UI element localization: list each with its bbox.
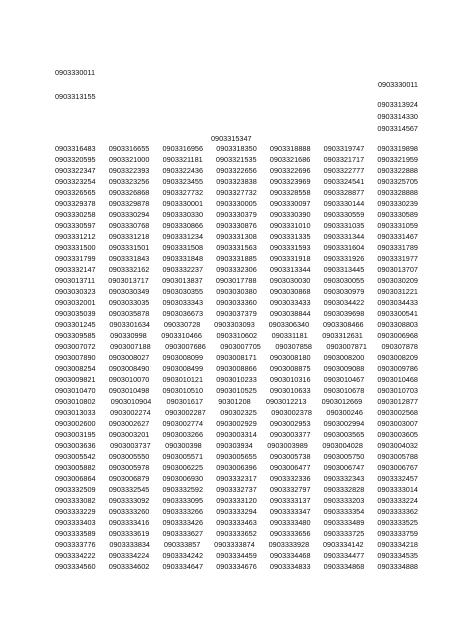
number-row: 0903003195 0903003201 0903003266 0903003314 0903003377 0903003565 0903003605 — [55, 430, 418, 439]
number-row: 0903301245 0903301634 090330728 0903303093 0903306340 0903308466 0903308803 — [55, 320, 418, 329]
number-row: 0903007890 0903008027 0903008099 0903008171 0903008180 0903008200 0903008209 — [55, 353, 418, 362]
number-row: 0903322347 0903322393 0903322436 0903322656 0903322696 0903322777 0903322888 — [55, 166, 418, 175]
number-row: 0903010802 0903010904 090301617 90301208 0903012213 0903012669 0903012877 — [55, 397, 418, 406]
number-row: 0903008254 0903008490 0903008499 0903008866 0903008875 0903009088 0903009786 — [55, 364, 418, 373]
number-row: 0903330258 0903330294 0903330330 0903330379 0903330390 0903330559 0903330589 — [55, 210, 418, 219]
number-row: 0903334222 0903334224 0903334242 0903334459 0903334468 0903334477 0903334535 — [55, 551, 418, 560]
number-entry: 0903315347 — [211, 134, 252, 143]
number-row: 0903332509 0903332545 0903332592 0903332737 0903332797 0903332828 0903333014 — [55, 485, 418, 494]
number-row: 0903332147 0903332162 0903332237 0903332306 0903313344 0903313445 0903013707 — [55, 265, 418, 274]
number-row: 0903333403 0903333416 0903333426 0903333463 0903333480 0903333489 0903333525 — [55, 518, 418, 527]
number-row: 0903030323 0903030349 0903030355 0903030380 0903030868 0903030979 0903031221 — [55, 287, 418, 296]
number-row: 0903005542 0903005550 0903005571 0903005655 0903005738 0903005750 0903005788 — [55, 452, 418, 461]
number-entry: 0903314567 — [377, 124, 418, 133]
number-row: 0903013033 0903002274 0903002287 090302325 0903002378 090300246 0903002568 — [55, 408, 418, 417]
number-row: 0903009821 0903010070 0903010121 0903010233 0903010316 0903010467 0903010468 — [55, 375, 418, 384]
number-row: 0903323254 0903323256 0903323455 0903323838 0903323969 0903324541 0903325705 — [55, 177, 418, 186]
number-row: 0903002600 0903002627 0903002774 0903002929 0903002953 0903002994 0903003007 — [55, 419, 418, 428]
number-row: 0903013711 0903013717 0903013837 0903017788 0903030030 0903030055 0903030209 — [55, 276, 418, 285]
number-row: 0903316483 0903316655 0903316956 0903318350 0903318888 0903319747 0903319898 — [55, 144, 418, 153]
number-row: 0903333589 0903333619 0903333627 0903333652 0903333656 0903333725 0903333759 — [55, 529, 418, 538]
number-row: 0903331500 0903331501 0903331508 0903331563 0903331593 0903331604 0903331789 — [55, 243, 418, 252]
number-row: 0903309585 090330998 0903310466 0903310602 090331181 0903312631 0903006968 — [55, 331, 418, 340]
number-row: 0903331212 0903331218 0903331234 0903331308 0903331335 0903331344 0903331467 — [55, 232, 418, 241]
number-row: 0903007072 0903007188 0903007686 0903007705 090307858 0903007871 090307878 — [55, 342, 418, 351]
number-row: 0903005882 0903005978 0903006225 0903006396 0903006477 0903006747 0903006767 — [55, 463, 418, 472]
number-row: 0903331799 0903331843 0903331848 0903331885 0903331918 0903331926 0903331977 — [55, 254, 418, 263]
number-row: 0903333082 0903333092 0903333095 0903333120 0903333137 0903333203 0903333224 — [55, 496, 418, 505]
number-entry: 0903313155 — [55, 92, 96, 101]
number-row: 0903334560 0903334602 0903334647 0903334676 0903334833 0903334868 0903334888 — [55, 562, 418, 571]
number-row: 0903035039 0903035878 0903036673 0903037379 0903038844 0903039698 0903300541 — [55, 309, 418, 318]
number-row: 0903330597 0903330768 0903330866 0903330876 0903331010 0903331035 0903331059 — [55, 221, 418, 230]
number-entry: 0903330011 — [55, 68, 96, 77]
number-row: 0903032001 0903033035 0903033343 0903033360 0903033433 0903034422 0903034433 — [55, 298, 418, 307]
number-row: 0903329378 0903329878 0903330001 0903330005 0903330097 0903330144 0903330239 — [55, 199, 418, 208]
number-row: 0903320595 0903321000 0903321181 0903321535 0903321686 0903321717 0903321959 — [55, 155, 418, 164]
number-entry: 0903330011 — [377, 80, 418, 89]
number-entry: 0903313924 — [377, 100, 418, 109]
number-row: 0903003636 0903003737 090300398 090303934 0903003989 0903004028 0903004032 — [55, 441, 418, 450]
number-row: 0903333776 0903333834 090333857 0903333874 0903333928 0903334142 0903334218 — [55, 540, 418, 549]
number-entry: 0903314330 — [377, 112, 418, 121]
number-row: 0903326565 0903326868 0903327732 0903327732 0903328558 0903328877 0903328888 — [55, 188, 418, 197]
number-row: 0903010470 0903010498 0903010510 0903010525 0903010633 0903010678 0903010703 — [55, 386, 418, 395]
number-row: 0903006864 0903006879 0903006930 0903332317 0903332336 0903332343 0903332457 — [55, 474, 418, 483]
number-row: 0903333229 0903333260 0903333266 0903333294 0903333347 0903333354 0903333362 — [55, 507, 418, 516]
